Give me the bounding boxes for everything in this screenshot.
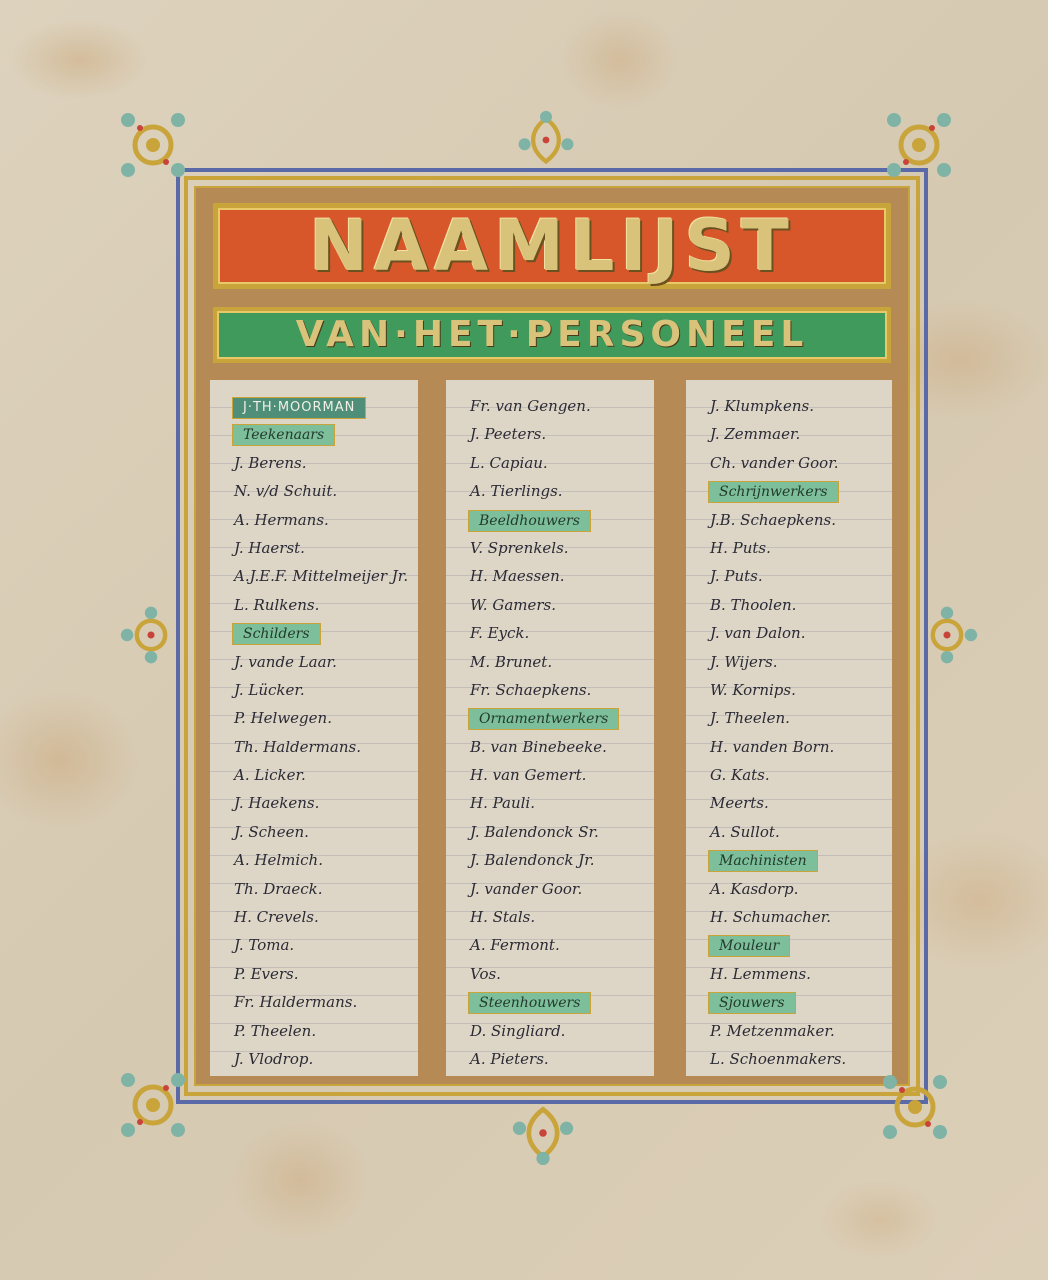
- list-item: J. Wijers.: [710, 652, 778, 671]
- list-item: L. Rulkens.: [234, 595, 320, 614]
- list-item: J. vande Laar.: [234, 652, 337, 671]
- list-item: P. Theelen.: [234, 1021, 317, 1040]
- list-item: Fr. Haldermans.: [234, 993, 358, 1012]
- page-title: NAAMLIJST: [309, 205, 795, 287]
- section-heading-label: Steenhouwers: [468, 992, 591, 1014]
- list-item: A. Hermans.: [234, 510, 329, 529]
- list-item: Th. Draeck.: [234, 879, 323, 898]
- list-item: H. Crevels.: [234, 908, 319, 927]
- section-heading-label: Sjouwers: [708, 992, 796, 1014]
- list-item: Vos.: [470, 964, 501, 983]
- list-item: W. Kornips.: [710, 680, 796, 699]
- list-item: F. Eyck.: [470, 624, 530, 643]
- title-panel: [218, 205, 886, 287]
- director-label: [210, 392, 418, 420]
- list-item: J. Haekens.: [234, 794, 320, 813]
- corner-ornament-top-right-icon: [884, 110, 954, 180]
- title-band: [213, 203, 891, 289]
- name-column-1: [210, 380, 418, 1076]
- list-item: J. vander Goor.: [470, 879, 583, 898]
- list-item: A. Licker.: [234, 766, 306, 785]
- section-heading: [446, 506, 654, 534]
- corner-ornament-bottom-left-icon: [118, 1070, 188, 1140]
- list-item: M. Brunet.: [470, 652, 553, 671]
- list-item: J. Scheen.: [234, 822, 309, 841]
- ornament-left-middle-icon: [120, 604, 182, 666]
- list-item: J. Puts.: [710, 567, 763, 586]
- section-heading-label: Beeldhouwers: [468, 510, 591, 532]
- section-heading-label: Machinisten: [708, 850, 818, 872]
- list-item: A. Kasdorp.: [710, 879, 799, 898]
- list-item: N. v/d Schuit.: [234, 482, 338, 501]
- section-heading: [686, 931, 892, 959]
- list-item: P. Metzenmaker.: [710, 1021, 835, 1040]
- section-heading: [686, 988, 892, 1016]
- section-heading-label: J·TH·MOORMAN: [232, 397, 366, 419]
- list-item: H. Schumacher.: [710, 908, 832, 927]
- ornament-right-middle-icon: [916, 604, 978, 666]
- list-item: J. Zemmaer.: [710, 425, 801, 444]
- subtitle-band: [213, 307, 891, 363]
- list-item: A. Tierlings.: [470, 482, 563, 501]
- ornament-top-center-icon: [516, 110, 576, 170]
- list-item: D. Singliard.: [470, 1021, 566, 1040]
- list-item: V. Sprenkels.: [470, 538, 569, 557]
- list-item: J. Peeters.: [470, 425, 547, 444]
- list-item: L. Schoenmakers.: [710, 1049, 847, 1068]
- list-item: Fr. Schaepkens.: [470, 680, 592, 699]
- ornament-bottom-center-icon: [510, 1100, 576, 1166]
- section-heading-label: Ornamentwerkers: [468, 708, 619, 730]
- subtitle-panel: [217, 311, 887, 359]
- list-item: L. Capiau.: [470, 453, 548, 472]
- list-item: J. Haerst.: [234, 538, 305, 557]
- section-heading: [446, 988, 654, 1016]
- name-column-2: [446, 380, 654, 1076]
- list-item: J. Klumpkens.: [710, 397, 814, 415]
- list-item: Ch. vander Goor.: [710, 453, 839, 472]
- corner-ornament-bottom-right-icon: [880, 1072, 950, 1142]
- list-item: J. Balendonck Sr.: [470, 822, 599, 841]
- section-heading-label: Mouleur: [708, 935, 790, 957]
- list-item: A. Helmich.: [234, 851, 323, 870]
- list-item: A. Pieters.: [470, 1049, 549, 1068]
- list-item: H. Pauli.: [470, 794, 536, 813]
- list-item: J. Balendonck Jr.: [470, 851, 595, 870]
- list-item: G. Kats.: [710, 766, 770, 785]
- list-item: P. Evers.: [234, 964, 299, 983]
- list-item: H. vanden Born.: [710, 737, 835, 756]
- list-item: W. Gamers.: [470, 595, 556, 614]
- section-heading: [446, 704, 654, 732]
- section-heading: [686, 477, 892, 505]
- list-item: B. van Binebeeke.: [470, 737, 607, 756]
- list-item: B. Thoolen.: [710, 595, 797, 614]
- list-item: A. Fermont.: [470, 936, 560, 955]
- list-item: A.J.E.F. Mittelmeijer Jr.: [234, 567, 409, 586]
- list-item: J.B. Schaepkens.: [710, 510, 837, 529]
- section-heading: [210, 420, 418, 448]
- list-item: J. Toma.: [234, 936, 295, 955]
- list-item: J. Lücker.: [234, 680, 305, 699]
- list-item: H. Maessen.: [470, 567, 565, 586]
- list-item: J. van Dalon.: [710, 624, 806, 643]
- list-item: J. Vlodrop.: [234, 1049, 314, 1068]
- list-item: Meerts.: [710, 794, 769, 813]
- section-heading: [210, 619, 418, 647]
- list-item: Th. Haldermans.: [234, 737, 361, 756]
- list-item: J. Berens.: [234, 453, 307, 472]
- section-heading-label: Schilders: [232, 623, 321, 645]
- list-item: H. Stals.: [470, 908, 536, 927]
- corner-ornament-top-left-icon: [118, 110, 188, 180]
- list-item: Fr. van Gengen.: [470, 397, 591, 415]
- list-item: H. Puts.: [710, 538, 771, 557]
- section-heading-label: Teekenaars: [232, 424, 335, 446]
- section-heading: [686, 846, 892, 874]
- list-item: H. Lemmens.: [710, 964, 811, 983]
- section-heading-label: Schrijnwerkers: [708, 481, 839, 503]
- list-item: J. Theelen.: [710, 709, 790, 728]
- list-item: A. Sullot.: [710, 822, 780, 841]
- list-item: H. van Gemert.: [470, 766, 587, 785]
- name-column-3: [686, 380, 892, 1076]
- page-subtitle: VAN·HET·PERSONEEL: [295, 314, 809, 355]
- list-item: P. Helwegen.: [234, 709, 332, 728]
